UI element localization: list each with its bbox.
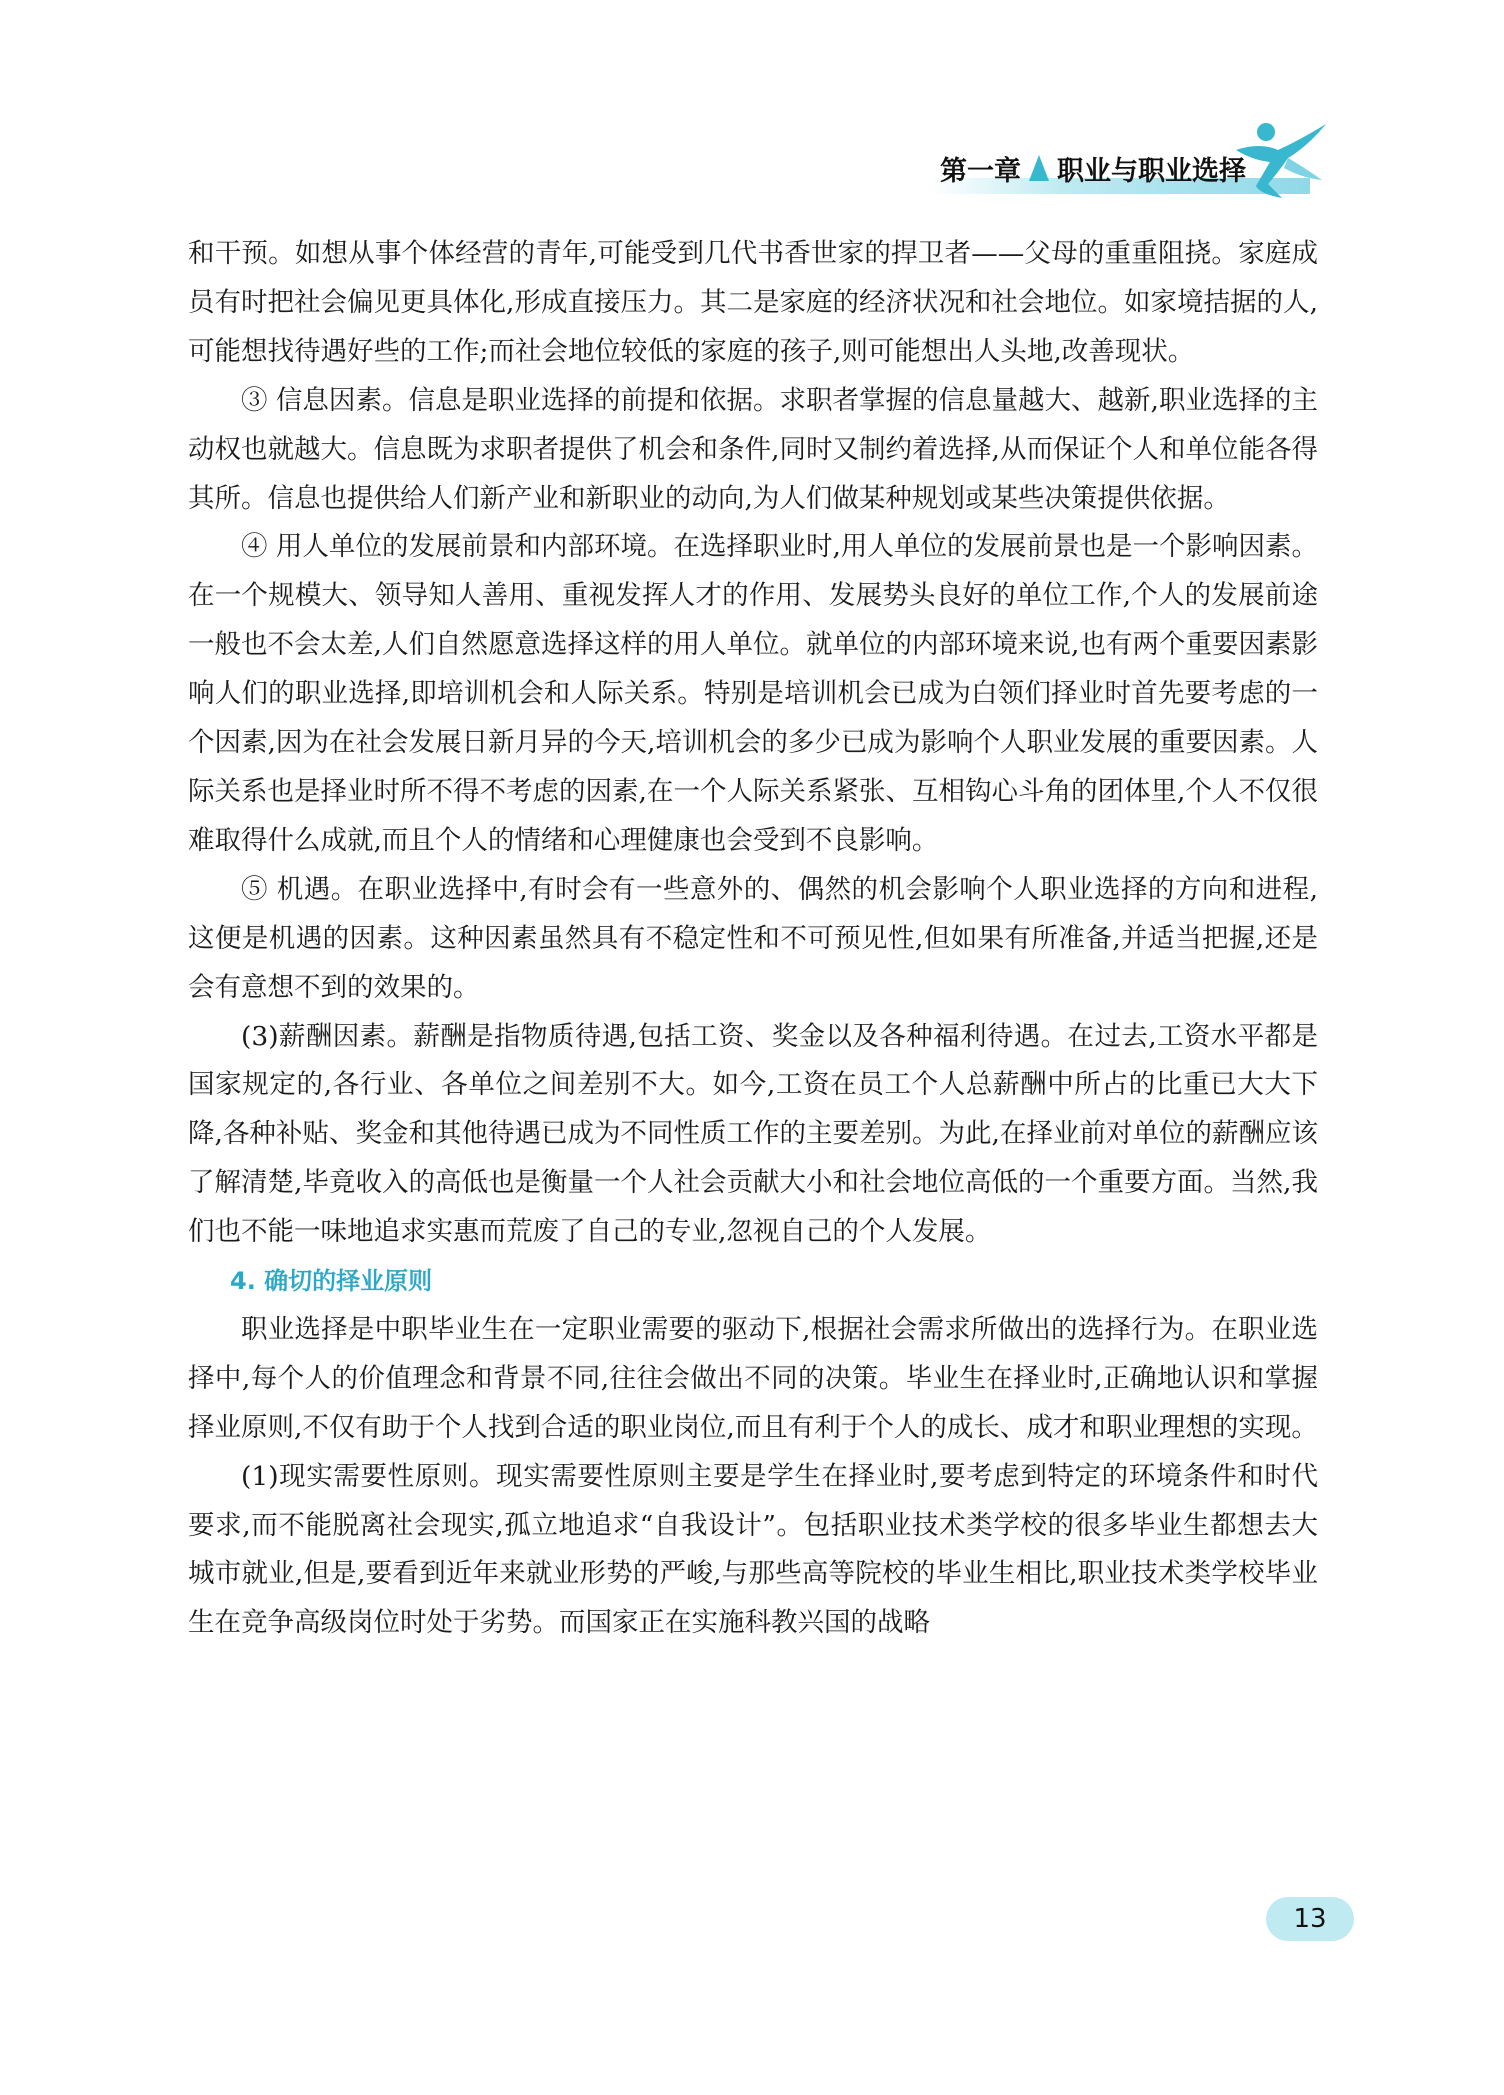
paragraph-reality-principle: (1)现实需要性原则。现实需要性原则主要是学生在择业时,要考虑到特定的环境条件和时代要求,而不能脱离社会现实,孤立地追求“自我设计”。包括职业技术类学校的很多毕业生都想去大城市就业,但是,要看到近年来就业形势的严峻,与那些高等院校的毕业生相比,职业技术类学校毕业生在竞争高级岗位时处于劣势。而国家正在实施科教兴国的战略 bbox=[188, 1460, 1318, 1639]
paragraph-opportunity: ⑤ 机遇。在职业选择中,有时会有一些意外的、偶然的机会影响个人职业选择的方向和进程,这便是机遇的因素。这种因素虽然具有不稳定性和不可预见性,但如果有所准备,并适当把握,还是会有意想不到的效果的。 bbox=[188, 873, 1318, 1003]
chapter-name: 职业与职业选择 bbox=[1057, 155, 1246, 187]
page-body bbox=[188, 230, 1318, 1648]
page-number: 13 bbox=[1266, 1897, 1354, 1941]
chapter-header bbox=[920, 120, 1330, 202]
running-figure-icon bbox=[1230, 120, 1330, 200]
section-heading: 4. 确切的择业原则 bbox=[230, 1267, 433, 1296]
paragraph-family-pressure: 和干预。如想从事个体经营的青年,可能受到几代书香世家的捍卫者——父母的重重阻挠。家庭成员有时把社会偏见更具体化,形成直接压力。其二是家庭的经济状况和社会地位。如家境拮据的人,可能想找待遇好些的工作;而社会地位较低的家庭的孩子,则可能想出人头地,改善现状。 bbox=[188, 238, 1318, 367]
title-separator bbox=[1029, 155, 1049, 181]
paragraph-employer-prospects: ④ 用人单位的发展前景和内部环境。在选择职业时,用人单位的发展前景也是一个影响因素。在一个规模大、领导知人善用、重视发挥人才的作用、发展势头良好的单位工作,个人的发展前途一般也不会太差,人们自然愿意选择这样的用人单位。就单位的内部环境来说,也有两个重要因素影响人们的职业选择,即培训机会和人际关系。特别是培训机会已成为白领们择业时首先要考虑的一个因素,因为在社会发展日新月异的今天,培训机会的多少已成为影响个人职业发展的重要因素。人际关系也是择业时所不得不考虑的因素,在一个人际关系紧张、互相钩心斗角的团体里,个人不仅很难取得什么成就,而且个人的情绪和心理健康也会受到不良影响。 bbox=[188, 531, 1318, 856]
paragraph-information-factor: ③ 信息因素。信息是职业选择的前提和依据。求职者掌握的信息量越大、越新,职业选择的主动权也就越大。信息既为求职者提供了机会和条件,同时又制约着选择,从而保证个人和单位能各得其所。信息也提供给人们新产业和新职业的动向,为人们做某种规划或某些决策提供依据。 bbox=[188, 384, 1318, 514]
chapter-number: 第一章 bbox=[940, 155, 1021, 187]
chapter-title bbox=[940, 150, 1246, 186]
paragraph-career-choice: 职业选择是中职毕业生在一定职业需要的驱动下,根据社会需求所做出的选择行为。在职业选择中,每个人的价值理念和背景不同,往往会做出不同的决策。毕业生在择业时,正确地认识和掌握择业原则,不仅有助于个人找到合适的职业岗位,而且有利于个人的成长、成才和职业理想的实现。 bbox=[188, 1313, 1318, 1443]
paragraph-salary-factor: (3)薪酬因素。薪酬是指物质待遇,包括工资、奖金以及各种福利待遇。在过去,工资水平都是国家规定的,各行业、各单位之间差别不大。如今,工资在员工个人总薪酬中所占的比重已大大下降,各种补贴、奖金和其他待遇已成为不同性质工作的主要差别。为此,在择业前对单位的薪酬应该了解清楚,毕竟收入的高低也是衡量一个人社会贡献大小和社会地位高低的一个重要方面。当然,我们也不能一味地追求实惠而荒废了自己的专业,忽视自己的个人发展。 bbox=[188, 1020, 1318, 1248]
